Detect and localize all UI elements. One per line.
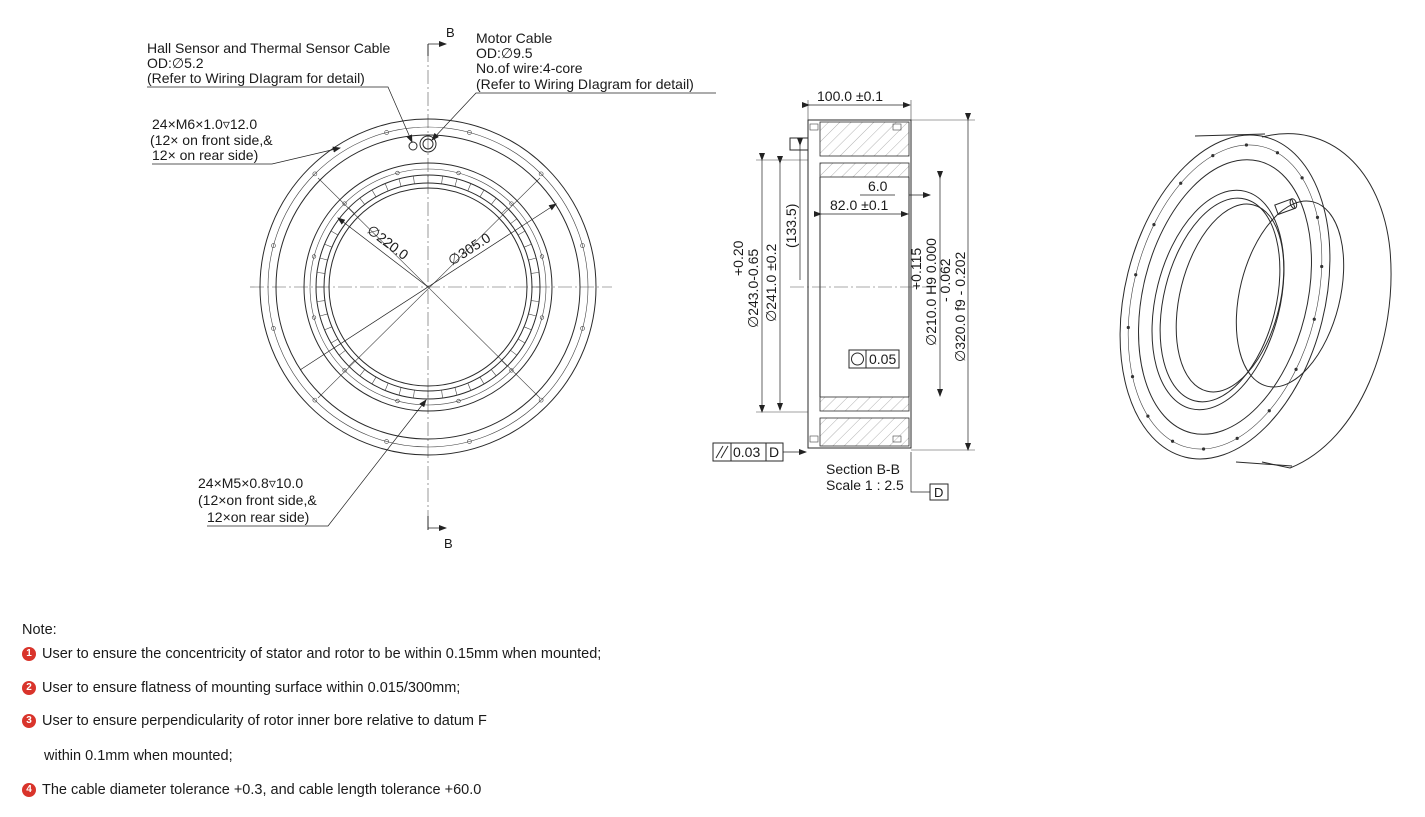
iso-magnet-ring [1141,186,1300,415]
magnet-segment [372,190,376,197]
magnet-segment [360,370,365,376]
note-badge-3: 3 [22,714,36,728]
iso-bolt-hole [1236,437,1239,440]
magnet-segment [399,179,401,187]
note-text-3-continuation: within 0.1mm when mounted; [44,748,233,764]
iso-bolt-hole [1134,273,1137,276]
section-hatch-top [820,122,909,156]
note-item-4 [22,783,481,798]
iso-outer-face [1088,113,1362,482]
magnet-segment [339,350,345,355]
motor-cable-leader [432,93,716,140]
magnet-segment [325,244,332,247]
magnet-segment [320,314,328,316]
iso-bolt-hole [1171,440,1174,443]
circularity-icon [852,353,864,365]
motor-cable-title: Motor Cable [476,30,553,46]
magnet-segment [331,339,338,343]
hall-cable-title: Hall Sensor and Thermal Sensor Cable [147,40,391,56]
thread-m6-line2: (12× on front side,& [150,132,273,148]
front-view [147,25,716,551]
magnet-segment [502,208,508,214]
magnet-segment [349,361,355,367]
iso-inner-bore-back [1219,190,1362,399]
dim-82: 82.0 ±0.1 [830,197,889,213]
section-scale: Scale 1 : 2.5 [826,477,904,493]
cable-stub [790,138,808,150]
dim-210-tol: +0.115 [908,247,924,290]
iso-bolt-hole [1131,375,1134,378]
dim-6: 6.0 [868,178,888,194]
dim-100: 100.0 ±0.1 [817,88,884,104]
magnet-segment [442,390,443,398]
magnet-segment [325,327,332,330]
hall-cable-gland [409,142,417,150]
thread-m5-line2: (12×on front side,& [198,492,317,508]
magnet-segment [480,377,484,384]
note-badge-2: 2 [22,681,36,695]
iso-flange-edge [1112,141,1339,452]
iso-bolt-hole [1211,154,1214,157]
magnet-segment [455,179,457,187]
section-view [713,88,975,500]
note-badge-1: 1 [22,647,36,661]
note-text-4: The cable diameter tolerance +0.3, and cable length tolerance +60.0 [42,782,482,798]
note-item-3 [22,714,487,729]
section-hatch-bottom-inner [820,397,909,411]
iso-bolt-hole [1245,143,1248,146]
magnet-segment [385,184,388,191]
magnet-segment [349,208,355,214]
hall-cable-od: OD:∅5.2 [147,55,204,71]
motor-cable-od: OD:∅9.5 [476,45,533,61]
magnet-segment [317,272,325,273]
magnet-segment [511,219,517,224]
iso-bolt-hole [1294,368,1297,371]
magnet-segment [531,272,539,273]
iso-bolt-hole [1127,326,1130,329]
section-hatch-top-inner [820,163,909,177]
iso-bolt-hole [1152,223,1155,226]
note-badge-4: 4 [22,783,36,797]
slot-3 [810,436,818,442]
note-item-1 [22,647,601,662]
parallel-value: 0.03 [733,444,761,460]
magnet-segment [320,258,328,260]
iso-cable-connector [1275,198,1298,215]
magnet-segment [524,327,531,330]
magnet-segment [331,231,338,235]
motor-cable-ref: (Refer to Wiring DIagram for detail) [476,76,694,92]
circularity-value: 0.05 [869,351,897,367]
magnet-segment [528,314,536,316]
section-title: Section B-B [826,461,900,477]
iso-bolt-hole [1276,151,1279,154]
dim-133: (133.5) [783,203,799,248]
notes-title: Note: [22,622,57,638]
isometric-view [1088,113,1391,482]
iso-bolt-ring [1098,124,1352,469]
magnet-segment [502,361,508,367]
iso-bolt-hole [1268,409,1271,412]
magnet-segment [480,190,484,197]
iso-bolt-hole [1179,182,1182,185]
section-mark-top: B [446,25,455,40]
magnet-segment [468,383,471,390]
iso-bolt-hole [1146,415,1149,418]
magnet-segment [518,339,525,343]
section-mark-bottom: B [444,536,453,551]
magnet-segment [518,231,525,235]
dim-243: ∅243.0-0.65 [745,248,761,328]
thread-m6-line1: 24×M6×1.0▿12.0 [152,116,258,132]
magnet-segment [317,301,325,302]
parallel-datum: D [769,444,780,460]
note-text-2: User to ensure flatness of mounting surface within 0.015/300mm; [42,680,461,696]
magnet-segment [524,244,531,247]
magnet-segment [511,350,517,355]
dim-210: ∅210.0 H9 0.000 [923,238,939,346]
iso-bolt-hole [1301,176,1304,179]
magnet-segment [455,387,457,395]
dim-320: ∅320.0 f9 - 0.202 [952,251,968,362]
magnet-segment [528,258,536,260]
datum-d-leader [911,452,930,492]
iso-inner-bore [1158,193,1301,403]
iso-bolt-hole [1202,447,1205,450]
magnet-segment [468,184,471,191]
magnet-segment [531,301,539,302]
iso-bolt-hole [1316,216,1319,219]
dia-220-label: ∅220.0 [364,221,412,263]
magnet-segment [491,370,496,376]
note-text-1: User to ensure the concentricity of stator and rotor to be within 0.15mm when mounted; [42,646,602,662]
magnet-segment [372,377,376,384]
thread-m6-line3: 12× on rear side) [152,147,259,163]
magnet-segment [385,383,388,390]
iso-bolt-hole [1320,265,1323,268]
hall-cable-ref: (Refer to Wiring DIagram for detail) [147,70,365,86]
dim-241: ∅241.0 ±0.2 [763,243,779,322]
magnet-segment [491,198,496,204]
iso-bolt-hole [1313,318,1316,321]
datum-d-label: D [934,485,944,500]
slot-1 [810,124,818,130]
note-text-3: User to ensure perpendicularity of rotor inner bore relative to datum F [42,713,487,729]
thread-m5-line3: 12×on rear side) [207,509,310,525]
magnet-segment [360,198,365,204]
thread-m5-line1: 24×M5×0.8▿10.0 [198,475,304,491]
note-item-2 [22,681,460,696]
dia-305-label: ∅305.0 [444,229,494,269]
dim-243-tol: +0.20 [730,240,746,276]
motor-cable-wires: No.of wire:4-core [476,60,583,76]
magnet-segment [413,390,414,398]
dim-320-tol: - 0.062 [937,258,953,302]
magnet-segment [399,387,401,395]
magnet-segment [442,176,443,184]
magnet-segment [413,176,414,184]
